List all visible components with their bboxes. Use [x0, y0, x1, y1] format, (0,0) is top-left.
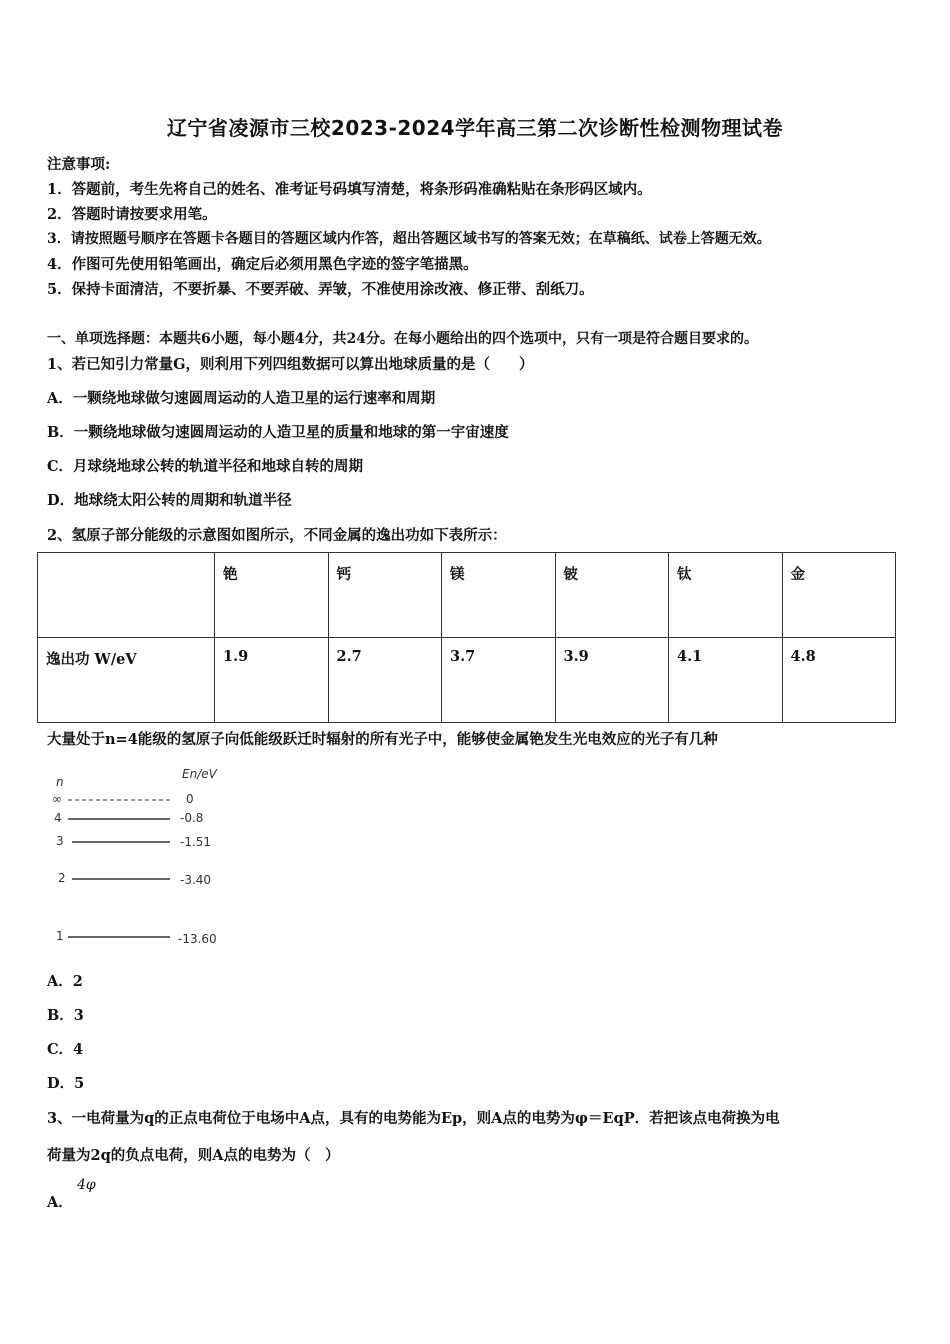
energy-level-lines	[50, 765, 250, 955]
section-heading: 一、单项选择题：本题共6小题，每小题4分，共24分。在每小题给出的四个选项中，只有一项是符合题目要求的。	[47, 331, 758, 347]
q2-option-b: B．3	[47, 1007, 84, 1024]
q3-option-a-label: A．	[47, 1194, 73, 1211]
level-n-label: ∞	[52, 792, 62, 806]
notice-item: 2．答题时请按要求用笔。	[47, 206, 217, 223]
notice-item: 1．答题前，考生先将自己的姓名、准考证号码填写清楚，将条形码准确粘贴在条形码区域内。	[47, 181, 652, 198]
q1-stem: 1、若已知引力常量G，则利用下列四组数据可以算出地球质量的是（ ）	[47, 356, 534, 373]
table-row	[38, 553, 896, 638]
level-energy-label: -3.40	[180, 873, 212, 887]
table-cell: 铍	[555, 553, 669, 638]
notice-item: 5．保持卡面清洁，不要折暴、不要弄破、弄皱，不准使用涂改液、修正带、刮纸刀。	[47, 281, 594, 298]
notice-heading: 注意事项:	[47, 156, 111, 173]
level-n-label: 1	[56, 929, 64, 943]
q2-question: 大量处于n=4能级的氢原子向低能级跃迁时辐射的所有光子中，能够使金属铯发生光电效应的光子有几种	[47, 731, 718, 748]
q2-option-d: D．5	[47, 1075, 85, 1092]
table-cell: 铯	[215, 553, 329, 638]
q2-stem: 2、氢原子部分能级的示意图如图所示，不同金属的逸出功如下表所示：	[47, 527, 507, 544]
energy-axis-label: En/eV	[182, 767, 217, 781]
q1-option-b: B．一颗绕地球做匀速圆周运动的人造卫星的质量和地球的第一宇宙速度	[47, 424, 509, 441]
q1-option-a: A．一颗绕地球做匀速圆周运动的人造卫星的运行速率和周期	[47, 390, 436, 407]
level-n-label: 4	[54, 811, 62, 825]
level-energy-label: -1.51	[180, 835, 212, 849]
page-title: 辽宁省凌源市三校2023-2024学年高三第二次诊断性检测物理试卷	[166, 116, 784, 140]
table-cell	[38, 553, 215, 638]
notice-item: 4．作图可先使用铅笔画出，确定后必须用黑色字迹的签字笔描黑。	[47, 256, 478, 273]
q3-option-a-value: 4φ	[77, 1177, 96, 1193]
table-cell: 3.7	[442, 638, 556, 723]
table-cell: 钙	[328, 553, 442, 638]
q2-option-a: A．2	[47, 973, 83, 990]
level-energy-label: -13.60	[178, 932, 217, 946]
table-cell: 钛	[669, 553, 783, 638]
level-energy-label: 0	[186, 792, 194, 806]
notice-item: 3．请按照题号顺序在答题卡各题目的答题区域内作答，超出答题区域书写的答案无效；在草稿纸、试卷上答题无效。	[47, 231, 771, 247]
level-energy-label: -0.8	[180, 811, 204, 825]
level-n-label: 3	[56, 834, 64, 848]
table-cell: 4.8	[782, 638, 896, 723]
energy-level-diagram	[50, 765, 250, 955]
table-cell: 4.1	[669, 638, 783, 723]
q3-stem-line2: 荷量为2q的负点电荷，则A点的电势为（ ）	[47, 1147, 340, 1164]
level-n-label: 2	[58, 871, 66, 885]
table-row	[38, 638, 896, 723]
table-cell: 1.9	[215, 638, 329, 723]
q1-option-d: D．地球绕太阳公转的周期和轨道半径	[47, 492, 292, 509]
work-function-table	[37, 552, 896, 723]
q2-option-c: C．4	[47, 1041, 84, 1058]
q3-stem-line1: 3、一电荷量为q的正点电荷位于电场中A点，具有的电势能为Ep，则A点的电势为φ＝EqP．若把该点电荷换为电	[47, 1110, 780, 1127]
q1-option-c: C．月球绕地球公转的轨道半径和地球自转的周期	[47, 458, 364, 475]
n-axis-label: n	[56, 775, 64, 789]
table-cell: 逸出功 W/eV	[38, 638, 215, 723]
table-cell: 2.7	[328, 638, 442, 723]
table-cell: 3.9	[555, 638, 669, 723]
table-cell: 镁	[442, 553, 556, 638]
table-cell: 金	[782, 553, 896, 638]
